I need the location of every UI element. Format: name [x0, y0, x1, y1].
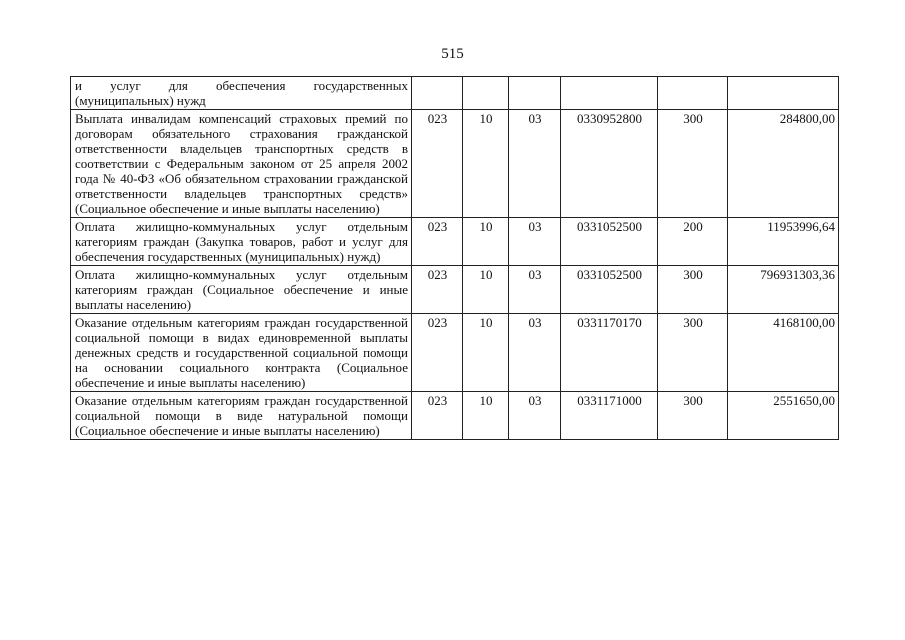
table-row	[71, 266, 839, 314]
table-row	[71, 77, 839, 110]
subsection-code-cell: 03	[509, 266, 561, 314]
subsection-code-cell: 03	[509, 392, 561, 440]
administrator-code-cell: 023	[412, 314, 463, 392]
table-row	[71, 218, 839, 266]
subsection-code-cell: 03	[509, 218, 561, 266]
expense-description-cell: Оплата жилищно-коммунальных услуг отдельным категориям граждан (Социальное обеспечение и иные выплаты населению)	[71, 266, 412, 314]
target-article-cell: 0331171000	[561, 392, 658, 440]
expense-kind-cell: 300	[658, 110, 728, 218]
target-article-cell: 0331170170	[561, 314, 658, 392]
expense-kind-cell: 300	[658, 392, 728, 440]
administrator-code-cell: 023	[412, 392, 463, 440]
target-article-cell	[561, 77, 658, 110]
page-number: 515	[441, 46, 464, 62]
table-row	[71, 110, 839, 218]
target-article-cell: 0331052500	[561, 218, 658, 266]
expense-kind-cell	[658, 77, 728, 110]
administrator-code-cell: 023	[412, 218, 463, 266]
target-article-cell: 0331052500	[561, 266, 658, 314]
subsection-code-cell: 03	[509, 314, 561, 392]
amount-cell: 11953996,64	[728, 218, 839, 266]
amount-cell: 284800,00	[728, 110, 839, 218]
administrator-code-cell: 023	[412, 266, 463, 314]
section-code-cell	[463, 77, 509, 110]
table-row	[71, 392, 839, 440]
section-code-cell: 10	[463, 110, 509, 218]
subsection-code-cell	[509, 77, 561, 110]
expense-description-cell: Оказание отдельным категориям граждан государственной социальной помощи в видах единовременной выплаты денежных средств и государственной социальной помощи на основании социального контракта (Социальное обеспечение и иные выплаты населению)	[71, 314, 412, 392]
expense-description-cell: Выплата инвалидам компенсаций страховых премий по договорам обязательного страхования гражданской ответственности владельцев транспортных средств в соответствии с Федеральным законом от 25 апреля 2002 года № 40-ФЗ «Об обязательном страховании гражданской ответственности владельцев транспортных средств» (Социальное обеспечение и иные выплаты населению)	[71, 110, 412, 218]
section-code-cell: 10	[463, 266, 509, 314]
section-code-cell: 10	[463, 218, 509, 266]
target-article-cell: 0330952800	[561, 110, 658, 218]
amount-cell	[728, 77, 839, 110]
expense-description-cell: и услуг для обеспечения государственных (муниципальных) нужд	[71, 77, 412, 110]
expense-kind-cell: 200	[658, 218, 728, 266]
administrator-code-cell: 023	[412, 110, 463, 218]
subsection-code-cell: 03	[509, 110, 561, 218]
amount-cell: 796931303,36	[728, 266, 839, 314]
administrator-code-cell	[412, 77, 463, 110]
expense-description-cell: Оплата жилищно-коммунальных услуг отдельным категориям граждан (Закупка товаров, работ и услуг для обеспечения государственных (муниципальных) нужд)	[71, 218, 412, 266]
amount-cell: 2551650,00	[728, 392, 839, 440]
budget-table	[70, 76, 839, 440]
amount-cell: 4168100,00	[728, 314, 839, 392]
expense-kind-cell: 300	[658, 266, 728, 314]
section-code-cell: 10	[463, 314, 509, 392]
budget-table-body	[71, 77, 839, 440]
table-row	[71, 314, 839, 392]
section-code-cell: 10	[463, 392, 509, 440]
expense-kind-cell: 300	[658, 314, 728, 392]
expense-description-cell: Оказание отдельным категориям граждан государственной социальной помощи в виде натуральной помощи (Социальное обеспечение и иные выплаты населению)	[71, 392, 412, 440]
